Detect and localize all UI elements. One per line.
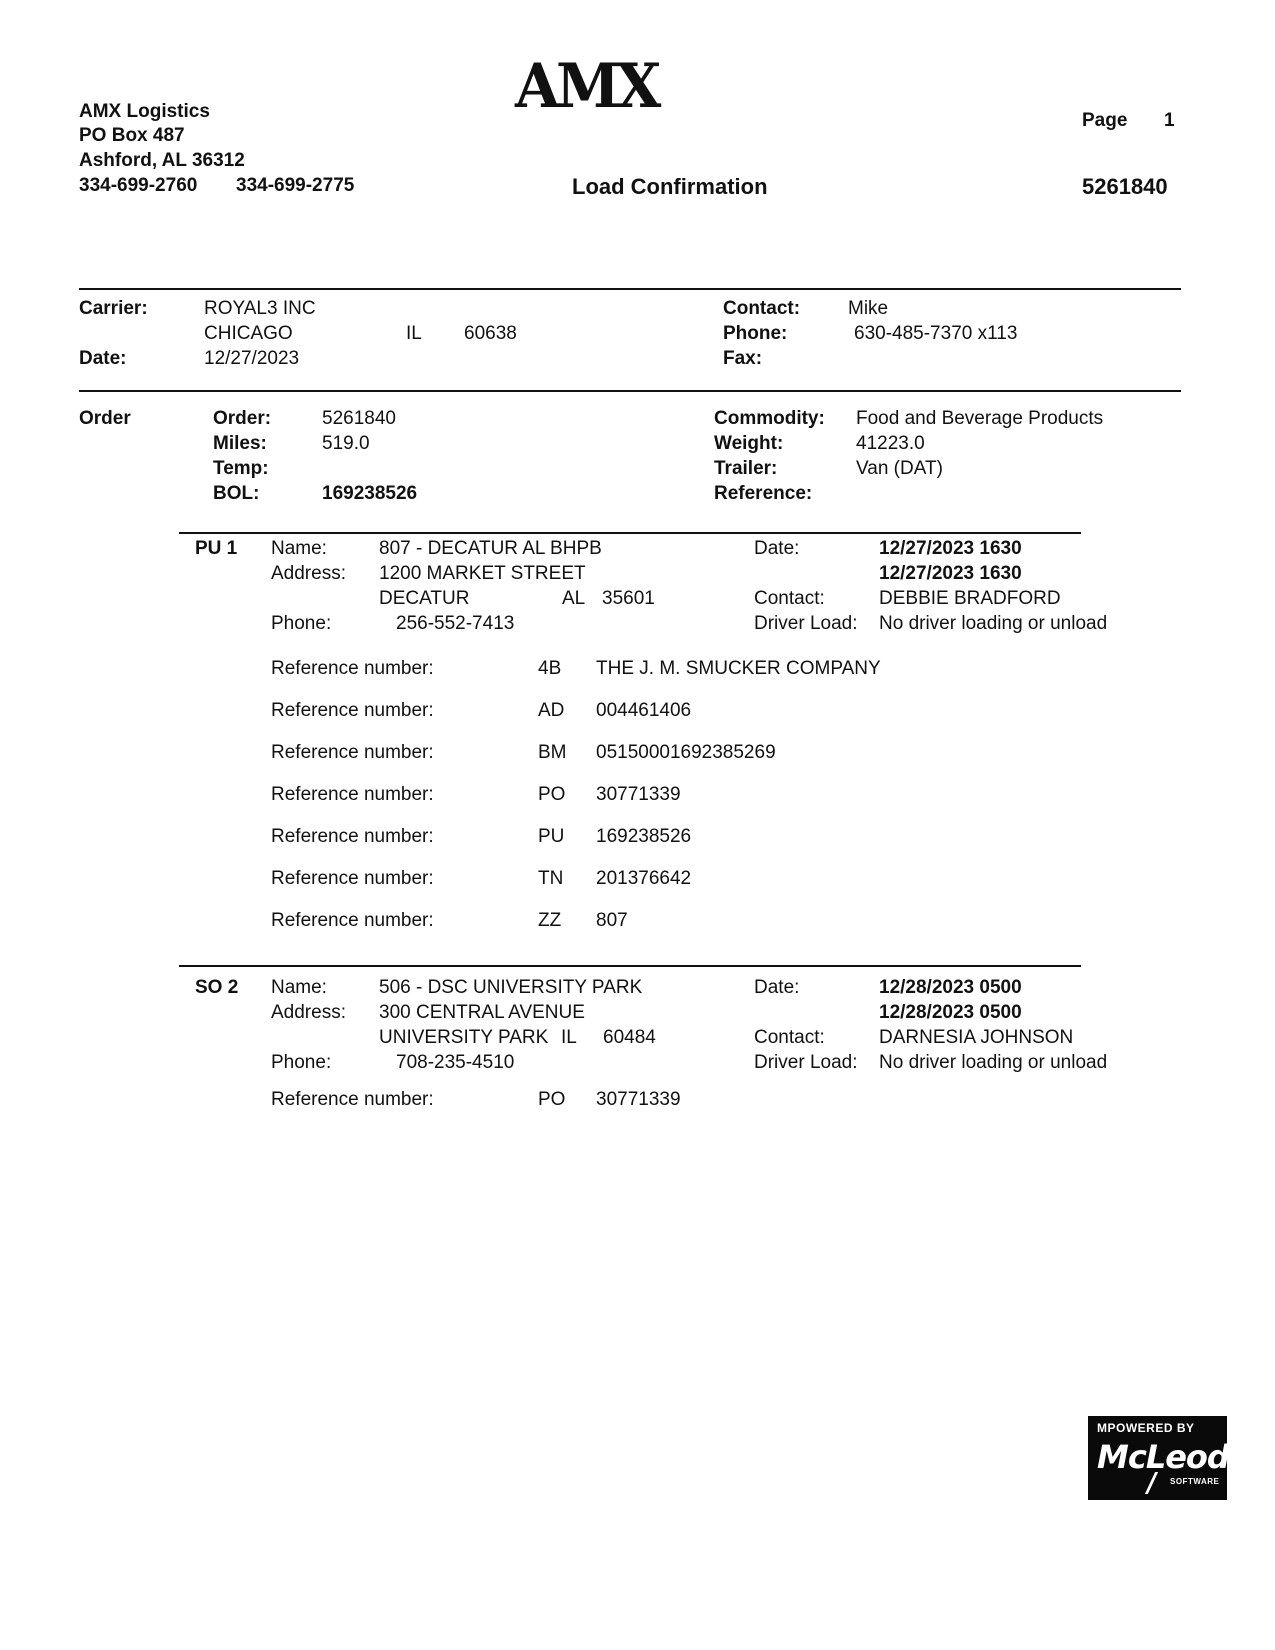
reference-label: Reference number: xyxy=(271,868,434,889)
driver-load-label: Driver Load: xyxy=(754,1052,858,1073)
reference-value: 807 xyxy=(596,910,628,931)
divider xyxy=(79,390,1181,392)
stop-date-2: 12/28/2023 0500 xyxy=(879,1002,1022,1023)
stop-phone: 708-235-4510 xyxy=(396,1052,515,1073)
reference-qualifier: AD xyxy=(538,700,565,721)
phone-label: Phone: xyxy=(271,613,332,634)
carrier-label: Carrier: xyxy=(79,298,148,319)
stop-contact: DARNESIA JOHNSON xyxy=(879,1027,1074,1048)
carrier-date: 12/27/2023 xyxy=(204,348,300,369)
reference-value: 30771339 xyxy=(596,784,681,805)
reference-value: 05150001692385269 xyxy=(596,742,776,763)
stop-address: 300 CENTRAL AVENUE xyxy=(379,1002,585,1023)
reference-value: 169238526 xyxy=(596,826,692,847)
badge-line2: McLeod xyxy=(1097,1438,1229,1476)
stop-zip: 35601 xyxy=(602,588,655,609)
date-label: Date: xyxy=(754,977,800,998)
mcleod-badge xyxy=(1088,1416,1227,1500)
divider xyxy=(179,965,1081,967)
reference-label: Reference number: xyxy=(271,1089,434,1110)
badge-line3: SOFTWARE xyxy=(1170,1477,1220,1486)
reference-label: Reference number: xyxy=(271,784,434,805)
fax-label: Fax: xyxy=(723,348,763,369)
order-section-label: Order xyxy=(79,408,131,429)
stop-date-1: 12/28/2023 0500 xyxy=(879,977,1022,998)
date-label: Date: xyxy=(754,538,800,559)
document-title: Load Confirmation xyxy=(572,174,768,199)
company-address2: Ashford, AL 36312 xyxy=(79,150,245,171)
stop-address: 1200 MARKET STREET xyxy=(379,563,586,584)
stop-city: DECATUR xyxy=(379,588,470,609)
address-label: Address: xyxy=(271,1002,346,1023)
carrier-contact: Mike xyxy=(848,298,889,319)
bol-label: BOL: xyxy=(213,483,260,504)
stop-driver-load: No driver loading or unload xyxy=(879,1052,1108,1073)
reference-label: Reference: xyxy=(714,483,813,504)
weight-value: 41223.0 xyxy=(856,433,925,454)
reference-qualifier: PO xyxy=(538,1089,566,1110)
temp-label: Temp: xyxy=(213,458,269,479)
stop-name: 506 - DSC UNIVERSITY PARK xyxy=(379,977,643,998)
stop-date-1: 12/27/2023 1630 xyxy=(879,538,1022,559)
name-label: Name: xyxy=(271,977,327,998)
bol-value: 169238526 xyxy=(322,483,418,504)
phone-label: Phone: xyxy=(723,323,788,344)
driver-load-label: Driver Load: xyxy=(754,613,858,634)
reference-qualifier: PO xyxy=(538,784,566,805)
commodity-label: Commodity: xyxy=(714,408,825,429)
divider xyxy=(79,288,1181,290)
company-address1: PO Box 487 xyxy=(79,125,185,146)
carrier-phone: 630-485-7370 x113 xyxy=(854,323,1018,344)
stop-name: 807 - DECATUR AL BHPB xyxy=(379,538,602,559)
reference-label: Reference number: xyxy=(271,700,434,721)
reference-label: Reference number: xyxy=(271,910,434,931)
reference-value: 201376642 xyxy=(596,868,692,889)
stop-state: IL xyxy=(561,1027,577,1048)
reference-qualifier: TN xyxy=(538,868,564,889)
page-label: Page xyxy=(1082,110,1128,131)
stop-state: AL xyxy=(562,588,586,609)
trailer-value: Van (DAT) xyxy=(856,458,943,479)
reference-label: Reference number: xyxy=(271,658,434,679)
page-number: 1 xyxy=(1164,110,1175,131)
contact-label: Contact: xyxy=(754,1027,825,1048)
name-label: Name: xyxy=(271,538,327,559)
trailer-label: Trailer: xyxy=(714,458,778,479)
date-label: Date: xyxy=(79,348,127,369)
carrier-state: IL xyxy=(406,323,422,344)
company-phone1: 334-699-2760 xyxy=(79,175,198,196)
contact-label: Contact: xyxy=(723,298,801,319)
reference-qualifier: 4B xyxy=(538,658,562,679)
phone-label: Phone: xyxy=(271,1052,332,1073)
stop-phone: 256-552-7413 xyxy=(396,613,515,634)
reference-qualifier: PU xyxy=(538,826,565,847)
company-phone2: 334-699-2775 xyxy=(236,175,355,196)
reference-qualifier: BM xyxy=(538,742,567,763)
divider xyxy=(179,532,1081,534)
reference-qualifier: ZZ xyxy=(538,910,562,931)
document-number: 5261840 xyxy=(1082,174,1168,199)
miles-value: 519.0 xyxy=(322,433,370,454)
reference-label: Reference number: xyxy=(271,742,434,763)
amx-logo: AMX xyxy=(515,50,658,122)
company-name: AMX Logistics xyxy=(79,101,210,122)
reference-value: THE J. M. SMUCKER COMPANY xyxy=(596,658,881,679)
order-label: Order: xyxy=(213,408,272,429)
carrier-city: CHICAGO xyxy=(204,323,293,344)
reference-value: 30771339 xyxy=(596,1089,681,1110)
stop-zip: 60484 xyxy=(603,1027,656,1048)
stop-code: PU 1 xyxy=(195,538,238,559)
address-label: Address: xyxy=(271,563,346,584)
miles-label: Miles: xyxy=(213,433,267,454)
reference-label: Reference number: xyxy=(271,826,434,847)
stop-date-2: 12/27/2023 1630 xyxy=(879,563,1022,584)
contact-label: Contact: xyxy=(754,588,825,609)
stop-code: SO 2 xyxy=(195,977,239,998)
carrier-name: ROYAL3 INC xyxy=(204,298,316,319)
weight-label: Weight: xyxy=(714,433,784,454)
carrier-zip: 60638 xyxy=(464,323,517,344)
stop-driver-load: No driver loading or unload xyxy=(879,613,1108,634)
stop-city: UNIVERSITY PARK xyxy=(379,1027,549,1048)
stop-contact: DEBBIE BRADFORD xyxy=(879,588,1061,609)
badge-line1: MPOWERED BY xyxy=(1097,1421,1195,1435)
order-number: 5261840 xyxy=(322,408,396,429)
reference-value: 004461406 xyxy=(596,700,692,721)
commodity-value: Food and Beverage Products xyxy=(856,408,1104,429)
